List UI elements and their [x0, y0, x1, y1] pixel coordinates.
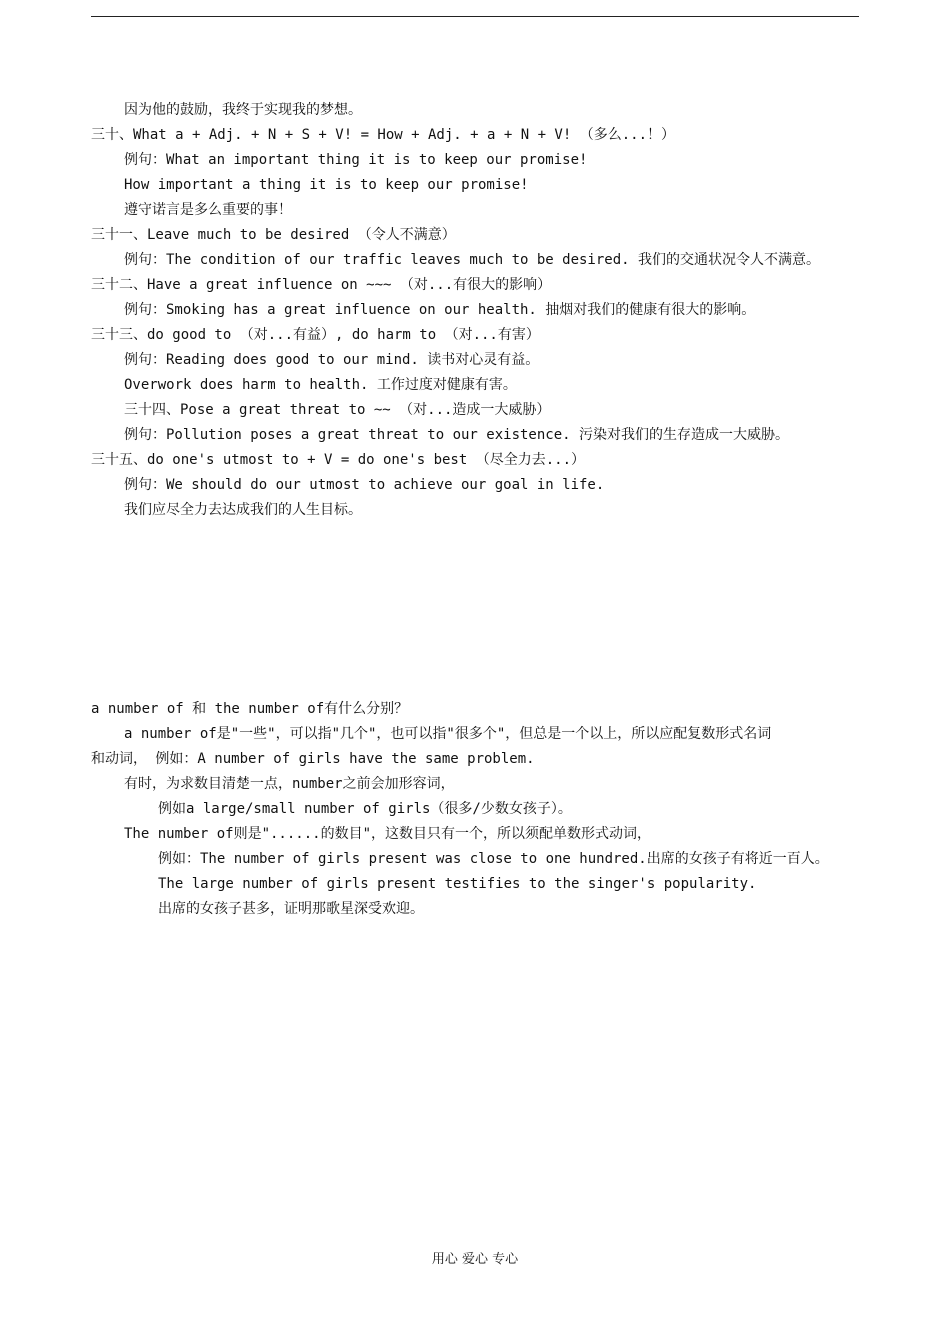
- text-line: 出席的女孩子甚多，证明那歌星深受欢迎。: [158, 901, 424, 917]
- section-heading: 三十二、Have a great influence on ~~~ （对...有很大的影响）: [91, 277, 552, 293]
- section-heading: 三十、What a + Adj. + N + S + V! = How + Adj. + a + N + V! （多么...！）: [91, 127, 676, 143]
- text-line: The large number of girls present testifies to the singer's popularity.: [158, 876, 757, 892]
- example-line: 例如a large/small number of girls（很多/少数女孩子）。: [158, 801, 572, 817]
- text-line: 因为他的鼓励，我终于实现我的梦想。: [124, 102, 362, 118]
- text-line: 遵守诺言是多么重要的事！: [124, 202, 292, 218]
- text-line: Overwork does harm to health. 工作过度对健康有害。: [124, 377, 517, 393]
- example-line: 例句：What an important thing it is to keep our promise!: [124, 152, 588, 168]
- page-footer: 用心 爱心 专心: [431, 1252, 519, 1267]
- example-line: 例句：Reading does good to our mind. 读书对心灵有益。: [124, 352, 540, 368]
- header-rule: [91, 16, 859, 17]
- example-line: 例句：Pollution poses a great threat to our existence. 污染对我们的生存造成一大威胁。: [124, 427, 790, 443]
- text-line: 和动词， 例如：A number of girls have the same problem.: [91, 751, 535, 767]
- example-line: 例句：We should do our utmost to achieve our goal in life.: [124, 477, 605, 493]
- section-heading: 三十一、Leave much to be desired （令人不满意）: [91, 227, 456, 243]
- question-heading: a number of 和 the number of有什么分别？: [91, 701, 409, 717]
- example-line: 例句：Smoking has a great influence on our health. 抽烟对我们的健康有很大的影响。: [124, 302, 756, 318]
- example-line: 例如：The number of girls present was close to one hundred.出席的女孩子有将近一百人。: [158, 851, 829, 867]
- text-line: 我们应尽全力去达成我们的人生目标。: [124, 502, 362, 518]
- example-line: 例句：The condition of our traffic leaves much to be desired. 我们的交通状况令人不满意。: [124, 252, 821, 268]
- text-line: 有时，为求数目清楚一点，number之前会加形容词，: [124, 776, 455, 792]
- text-line: a number of是"一些"，可以指"几个"，也可以指"很多个"，但总是一个以上，所以应配复数形式名词: [124, 726, 772, 742]
- section-heading: 三十五、do one's utmost to + V = do one's best （尽全力去...）: [91, 452, 586, 468]
- text-line: The number of则是"......的数目"，这数目只有一个，所以须配单数形式动词，: [124, 826, 652, 842]
- text-line: How important a thing it is to keep our promise!: [124, 177, 529, 193]
- section-heading: 三十四、Pose a great threat to ~~ （对...造成一大威胁）: [124, 402, 551, 418]
- section-heading: 三十三、do good to （对...有益）, do harm to （对...有害）: [91, 327, 540, 343]
